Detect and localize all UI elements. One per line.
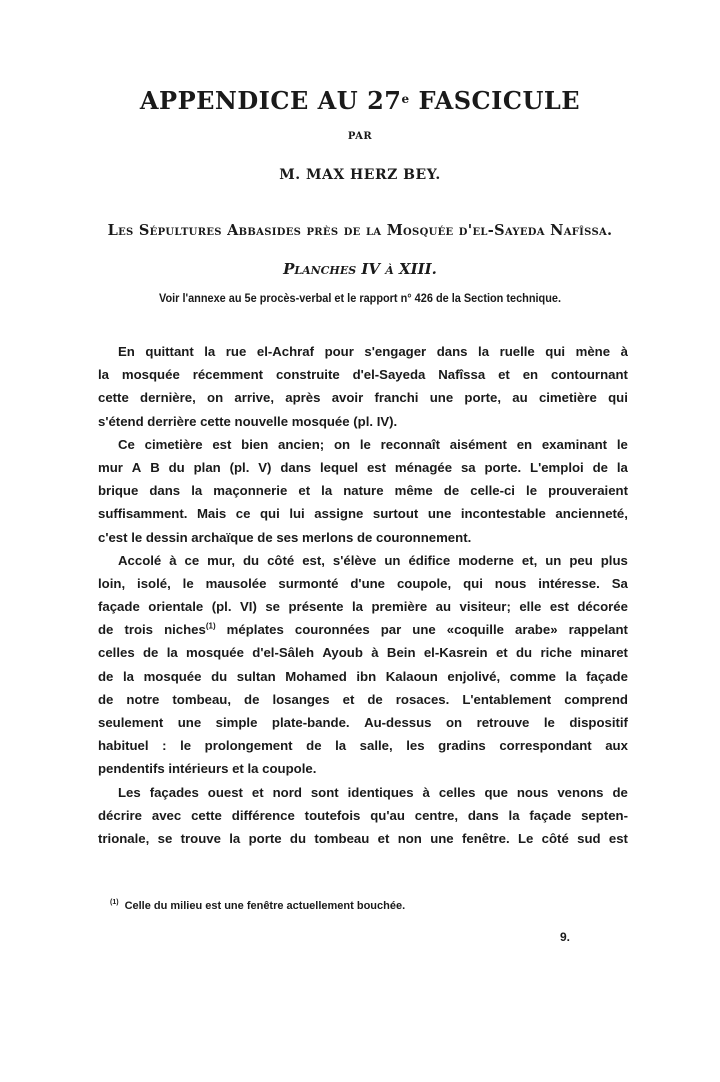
word: après [285, 390, 321, 406]
title-main: APPENDICE AU 27 [139, 86, 402, 115]
word: récemment [192, 367, 264, 383]
word: gradins [438, 738, 486, 754]
body-line [98, 827, 628, 850]
word: on [207, 390, 224, 406]
word: du [516, 645, 533, 661]
word: porte. [484, 459, 522, 475]
word: un [545, 552, 562, 568]
word: niches$^{(1)}$ [164, 621, 216, 638]
word: mausolée [205, 575, 267, 591]
word: du [168, 459, 185, 475]
word: le [180, 738, 192, 754]
word: reconnaît [380, 436, 440, 452]
word: el-Kasrein [423, 645, 488, 661]
word: bien [241, 436, 269, 452]
word: présente [288, 599, 344, 615]
word: habituel [98, 738, 149, 754]
word: aux [605, 738, 628, 754]
word: façade [529, 807, 572, 823]
word: nature [343, 483, 384, 499]
word: nord [272, 784, 302, 800]
word: plus [600, 552, 628, 568]
section-title: Les Sépultures Abbasides près de la Mosquée d'el-Sayeda Nafîssa. [107, 222, 613, 239]
word: prolongement [204, 738, 293, 754]
word: rue [225, 344, 247, 359]
word: le [526, 483, 538, 499]
word: elle [519, 599, 542, 615]
word: dans [280, 459, 312, 475]
word: ouest [207, 784, 243, 800]
body-line [98, 433, 628, 456]
body-line: pendentifs intérieurs et la coupole. [98, 761, 317, 777]
word: mosquée [121, 367, 180, 383]
word: Bein [386, 645, 416, 661]
body-line: s'étend derrière cette nouvelle mosquée (pl. IV). [98, 413, 398, 429]
annex-note: Voir l'annexe au 5e procès-verbal et le rapport n° 426 de la Section technique. [158, 293, 562, 305]
word: un [384, 552, 401, 568]
word: ménagée [394, 459, 453, 475]
word: orientale [148, 599, 204, 615]
word: est, [302, 552, 325, 568]
word: franchi [374, 390, 419, 406]
footnote-text: Celle du milieu est une fenêtre actuellement bouchée. [124, 900, 406, 912]
word: visiteur; [459, 599, 511, 615]
word: dernière, [140, 390, 196, 406]
word: Mais [196, 506, 227, 522]
word: par [380, 622, 402, 638]
word: quittant [145, 344, 194, 359]
word: dans [149, 483, 181, 499]
word: dans [436, 344, 468, 359]
word: B [150, 459, 160, 475]
word: enjolivé, [447, 668, 501, 684]
word: d'une [350, 575, 386, 591]
word: Accolé [118, 552, 162, 568]
word: et [495, 645, 508, 661]
word: la [565, 668, 577, 684]
word: est [366, 459, 387, 475]
word: se [265, 599, 281, 615]
word: la [98, 367, 109, 383]
word: retrouve [476, 715, 530, 730]
body-line [98, 665, 628, 688]
word: et, [521, 552, 538, 568]
word: qu'au [370, 807, 405, 823]
word: V) [258, 459, 272, 475]
word: tombeau, [172, 691, 232, 707]
word: notre [126, 691, 160, 707]
body-line [98, 456, 628, 479]
word: côté [267, 552, 295, 568]
word: mur [98, 459, 123, 475]
word: peu [569, 552, 593, 568]
word: minaret [580, 645, 628, 661]
word: la [478, 344, 490, 359]
word: que [484, 784, 508, 800]
word: de [306, 738, 322, 754]
word: Les [118, 784, 141, 800]
word: arrive, [234, 390, 274, 406]
word: qui [260, 506, 280, 522]
word: méplates [226, 622, 284, 638]
word: rosaces. [395, 691, 450, 707]
word: Le [517, 830, 534, 846]
word: coupole, [396, 575, 452, 591]
word: salle, [359, 738, 393, 754]
word: le [182, 575, 194, 591]
word: VI) [240, 599, 257, 615]
word: L'emploi [530, 459, 584, 475]
word: façade [98, 599, 140, 615]
word: de [612, 784, 628, 800]
word: d'el-Sayeda [352, 367, 426, 383]
word: différence [231, 807, 295, 823]
word: fenêtre. [461, 830, 510, 846]
word: dans [467, 807, 499, 823]
word: qui [608, 390, 628, 406]
word: : [162, 738, 167, 754]
word: à [371, 645, 379, 661]
word: une [412, 622, 436, 638]
word: le [616, 436, 628, 452]
word: sont [310, 784, 339, 800]
word: celle-ci [470, 483, 515, 499]
word: losanges [272, 691, 330, 707]
par-label: PAR [347, 131, 373, 142]
word: la [204, 344, 216, 359]
word: lui [289, 506, 305, 522]
word: décrire [98, 807, 142, 823]
body-line [98, 549, 628, 572]
word: couronnées [294, 622, 370, 638]
word: façade [586, 668, 628, 684]
word: se [157, 830, 173, 846]
word: au [512, 390, 528, 406]
word: examinant [541, 436, 608, 452]
word: ancien; [278, 436, 325, 452]
word: la [166, 645, 178, 661]
word: la [122, 668, 134, 684]
word: Au-dessus [364, 715, 432, 730]
word: trois [124, 622, 154, 638]
word: est [549, 599, 569, 615]
word: comprend [564, 691, 628, 707]
word: tombeau [314, 830, 370, 846]
word: le [543, 715, 555, 730]
word: intéresse. [538, 575, 600, 591]
word: En [118, 344, 135, 359]
word: correspondant [499, 738, 592, 754]
word: du [243, 552, 260, 568]
word: «coquille [446, 622, 504, 638]
body-line [98, 781, 628, 804]
word: Nafîssa [438, 367, 486, 383]
word: surmonté [278, 575, 339, 591]
word: du [211, 668, 228, 684]
footnote-reference: (1) [205, 621, 216, 631]
word: de [443, 483, 460, 499]
word: (pl. [229, 459, 250, 475]
word: Ce [118, 436, 135, 452]
word: en [522, 367, 539, 383]
word: porte, [464, 390, 502, 406]
word: et [498, 367, 510, 383]
word: trouve [180, 830, 221, 846]
plates-reference: Planches IV à XIII. [283, 260, 437, 278]
word: pour [324, 344, 354, 359]
word: assigne [314, 506, 364, 522]
word: ibn [356, 668, 377, 684]
body-line [98, 688, 628, 711]
word: mur, [207, 552, 236, 568]
word: venons [557, 784, 604, 800]
word: comme [509, 668, 556, 684]
word: nous [494, 575, 527, 591]
body-line [98, 711, 628, 734]
footnote [110, 900, 610, 912]
body-line [98, 363, 628, 386]
word: en [516, 436, 533, 452]
word: lequel [319, 459, 359, 475]
word: dispositif [569, 715, 628, 730]
word: est [212, 436, 232, 452]
word: rappelant [568, 622, 628, 638]
word: et [298, 483, 311, 499]
word: nous [516, 784, 549, 800]
word: centre, [414, 807, 458, 823]
word: la [335, 738, 347, 754]
word: sultan [236, 668, 276, 684]
word: de [367, 691, 383, 707]
word: Mohamed [285, 668, 347, 684]
word: cimetière [538, 390, 597, 406]
body-line-with-footnote [98, 618, 628, 641]
word: sa [460, 459, 476, 475]
word: façades [149, 784, 199, 800]
word: L'entablement [462, 691, 552, 707]
word: maçonnerie [213, 483, 288, 499]
word: la [508, 807, 520, 823]
word: on [445, 715, 463, 730]
word: riche [540, 645, 572, 661]
word: surtout [372, 506, 419, 522]
word: au [435, 599, 452, 615]
word: et [377, 830, 390, 846]
title-end: FASCICULE [409, 86, 581, 115]
word: de [98, 691, 114, 707]
word: côté [541, 830, 569, 846]
word: la [351, 599, 363, 615]
body-line [98, 572, 628, 595]
word: une [177, 715, 202, 730]
word: arabe» [515, 622, 558, 638]
word: avoir [331, 390, 364, 406]
word: trionale, [98, 830, 150, 846]
body-line [98, 479, 628, 502]
word: édifice [408, 552, 451, 568]
word: une [429, 390, 454, 406]
word: qui [463, 575, 483, 591]
word: moderne [458, 552, 514, 568]
word: identiques [347, 784, 414, 800]
body-text [98, 340, 628, 850]
word: construite [275, 367, 340, 383]
body-line [98, 386, 628, 409]
word: s'élève [332, 552, 377, 568]
word: mène [575, 344, 611, 359]
word: loin, [98, 575, 126, 591]
word: celles [98, 645, 135, 661]
word: prouveraient [548, 483, 628, 499]
word: à [422, 784, 430, 800]
word: de [143, 645, 159, 661]
word: ce [235, 506, 251, 522]
word: celles [438, 784, 476, 800]
body-line [98, 734, 628, 757]
word: à [169, 552, 177, 568]
word: qui [545, 344, 566, 359]
word: sud [577, 830, 601, 846]
author-name: M. MAX HERZ BEY. [279, 167, 441, 183]
word: ancienneté, [555, 506, 628, 522]
appendix-title [0, 86, 720, 116]
word: suffisamment. [98, 506, 188, 522]
word: Sa [611, 575, 628, 591]
word: et [342, 691, 355, 707]
word: on [333, 436, 351, 452]
word: toutefois [304, 807, 361, 823]
body-line [98, 502, 628, 525]
word: à [620, 344, 628, 359]
word: avec [151, 807, 182, 823]
word: isolé, [137, 575, 171, 591]
word: la [191, 483, 203, 499]
title-superscript: e [401, 92, 410, 106]
word: seulement [98, 715, 164, 730]
body-line: c'est le dessin archaïque de ses merlons de couronnement. [98, 529, 472, 545]
body-line [98, 804, 628, 827]
body-line [98, 595, 628, 618]
word: même [394, 483, 433, 499]
word: plan [193, 459, 221, 475]
word: de [98, 622, 114, 638]
word: el-Achraf [256, 344, 315, 359]
word: contournant [550, 367, 628, 383]
word: décorée [577, 599, 628, 615]
word: est [608, 830, 628, 846]
word: s'engager [364, 344, 427, 359]
word: porte [248, 830, 282, 846]
body-line [98, 641, 628, 664]
word: la [229, 830, 241, 846]
word: une [430, 830, 454, 846]
word: la [616, 459, 628, 475]
word: simple [215, 715, 258, 730]
word: cette [98, 390, 129, 406]
word: du [289, 830, 307, 846]
word: de [592, 459, 608, 475]
word: (pl. [211, 599, 232, 615]
word: plate-bande. [271, 715, 350, 730]
word: de [244, 691, 260, 707]
word: d'el-Sâleh [252, 645, 315, 661]
word: cimetière [144, 436, 203, 452]
footnote-marker: (1) [110, 899, 119, 907]
word: incontestable [460, 506, 546, 522]
word: cette [191, 807, 222, 823]
word: brique [98, 483, 139, 499]
word: mosquée [143, 668, 202, 684]
word: septen- [581, 807, 628, 823]
word: aisément [449, 436, 507, 452]
word: et [251, 784, 264, 800]
word: la [321, 483, 333, 499]
word: les [406, 738, 425, 754]
word: Ayoub [322, 645, 363, 661]
body-line [98, 340, 628, 363]
page-number: 9. [560, 930, 571, 944]
word: A [131, 459, 142, 475]
word: le [359, 436, 371, 452]
word: mosquée [186, 645, 244, 661]
word: Kalaoun [385, 668, 438, 684]
word: de [98, 668, 114, 684]
word: une [427, 506, 452, 522]
word: non [397, 830, 422, 846]
word: ce [184, 552, 200, 568]
word: première [371, 599, 428, 615]
word: ruelle [499, 344, 535, 359]
